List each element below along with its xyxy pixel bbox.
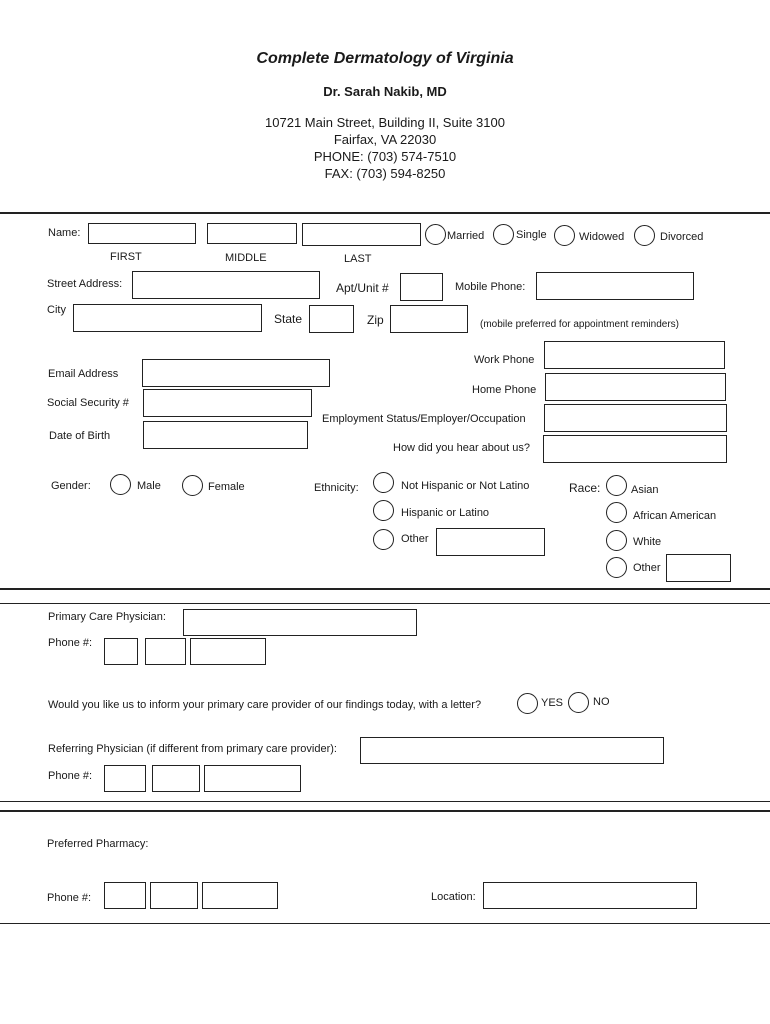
inform-yes-radio[interactable] [517,693,538,714]
race-other-field[interactable] [666,554,731,582]
race-other-radio[interactable] [606,557,627,578]
ssn-label: Social Security # [47,397,129,409]
fax-line: FAX: (703) 594-8250 [324,166,446,181]
state-label: State [274,312,303,326]
divorced-label: Divorced [660,231,704,243]
first-name-field[interactable] [88,223,196,244]
divider [0,923,770,924]
married-label: Married [447,230,485,242]
referring-field[interactable] [360,737,664,764]
divider [0,603,770,604]
mobile-label: Mobile Phone: [455,281,526,293]
divorced-radio[interactable] [634,225,655,246]
mobile-field[interactable] [536,272,694,300]
african-american-radio[interactable] [606,502,627,523]
employment-field[interactable] [544,404,727,432]
location-field[interactable] [483,882,697,909]
pharmacy-phone-area-field[interactable] [104,882,146,909]
dob-label: Date of Birth [49,430,111,442]
email-label: Email Address [48,368,119,380]
pcp-phone-prefix-field[interactable] [145,638,186,665]
name-label: Name: [48,227,81,239]
dob-field[interactable] [143,421,308,449]
ethnicity-other-field[interactable] [436,528,545,556]
no-label: NO [593,696,610,708]
asian-radio[interactable] [606,475,627,496]
address-line-1: 10721 Main Street, Building II, Suite 3100 [265,115,505,130]
african-american-label: African American [633,510,717,522]
email-field[interactable] [142,359,330,387]
not-hispanic-radio[interactable] [373,472,394,493]
mobile-note: (mobile preferred for appointment reminders) [480,319,679,330]
divider [0,801,770,802]
divider [0,212,770,214]
employment-label: Employment Status/Employer/Occupation [322,413,526,425]
last-caption: LAST [344,253,372,265]
ethnicity-label: Ethnicity: [314,482,359,494]
female-label: Female [208,481,245,493]
hispanic-radio[interactable] [373,500,394,521]
male-label: Male [137,480,161,492]
address-line-2: Fairfax, VA 22030 [333,132,437,147]
home-phone-label: Home Phone [472,384,537,396]
hear-label: How did you hear about us? [393,442,530,454]
race-label: Race: [569,481,601,495]
divider [0,810,770,812]
pharmacy-phone-prefix-field[interactable] [150,882,198,909]
ethnicity-other-radio[interactable] [373,529,394,550]
hispanic-label: Hispanic or Latino [401,507,490,519]
pharmacy-phone-line-field[interactable] [202,882,278,909]
address-block [0,114,770,182]
hear-field[interactable] [543,435,727,463]
married-radio[interactable] [425,224,446,245]
pcp-phone-line-field[interactable] [190,638,266,665]
inform-no-radio[interactable] [568,692,589,713]
phone-line: PHONE: (703) 574-7510 [313,149,457,164]
last-name-field[interactable] [302,223,421,246]
inform-question: Would you like us to inform your primary care provider of our findings today, with a letter? [48,699,482,711]
ref-phone-prefix-field[interactable] [152,765,200,792]
middle-name-field[interactable] [207,223,297,244]
city-field[interactable] [73,304,262,332]
female-radio[interactable] [182,475,203,496]
zip-label: Zip [367,313,384,327]
widowed-label: Widowed [579,231,625,243]
middle-caption: MIDDLE [225,252,267,264]
not-hispanic-label: Not Hispanic or Not Latino [401,480,530,492]
pharmacy-phone-label: Phone #: [47,892,92,904]
apt-label: Apt/Unit # [336,281,389,295]
pcp-phone-area-field[interactable] [104,638,138,665]
first-caption: FIRST [110,251,142,263]
male-radio[interactable] [110,474,131,495]
divider [0,588,770,590]
single-radio[interactable] [493,224,514,245]
race-other-label: Other [633,562,661,574]
pcp-label: Primary Care Physician: [48,611,166,623]
apt-field[interactable] [400,273,443,301]
zip-field[interactable] [390,305,468,333]
location-label: Location: [431,891,476,903]
ref-phone-label: Phone #: [48,770,93,782]
home-phone-field[interactable] [545,373,726,401]
street-label: Street Address: [47,278,123,290]
city-label: City [47,304,66,316]
work-phone-label: Work Phone [474,354,535,366]
white-radio[interactable] [606,530,627,551]
referring-label: Referring Physician (if different from primary care provider): [48,743,337,755]
yes-label: YES [541,697,564,709]
doctor-name: Dr. Sarah Nakib, MD [323,84,447,99]
pharmacy-label: Preferred Pharmacy: [47,838,149,850]
pcp-field[interactable] [183,609,417,636]
ethnicity-other-label: Other [401,533,429,545]
asian-label: Asian [631,484,659,496]
street-field[interactable] [132,271,320,299]
state-field[interactable] [309,305,354,333]
ref-phone-line-field[interactable] [204,765,301,792]
practice-name: Complete Dermatology of Virginia [256,50,514,67]
single-label: Single [516,229,547,241]
white-label: White [633,536,662,548]
pcp-phone-label: Phone #: [48,637,93,649]
ref-phone-area-field[interactable] [104,765,146,792]
ssn-field[interactable] [143,389,312,417]
widowed-radio[interactable] [554,225,575,246]
work-phone-field[interactable] [544,341,725,369]
gender-label: Gender: [51,480,91,492]
